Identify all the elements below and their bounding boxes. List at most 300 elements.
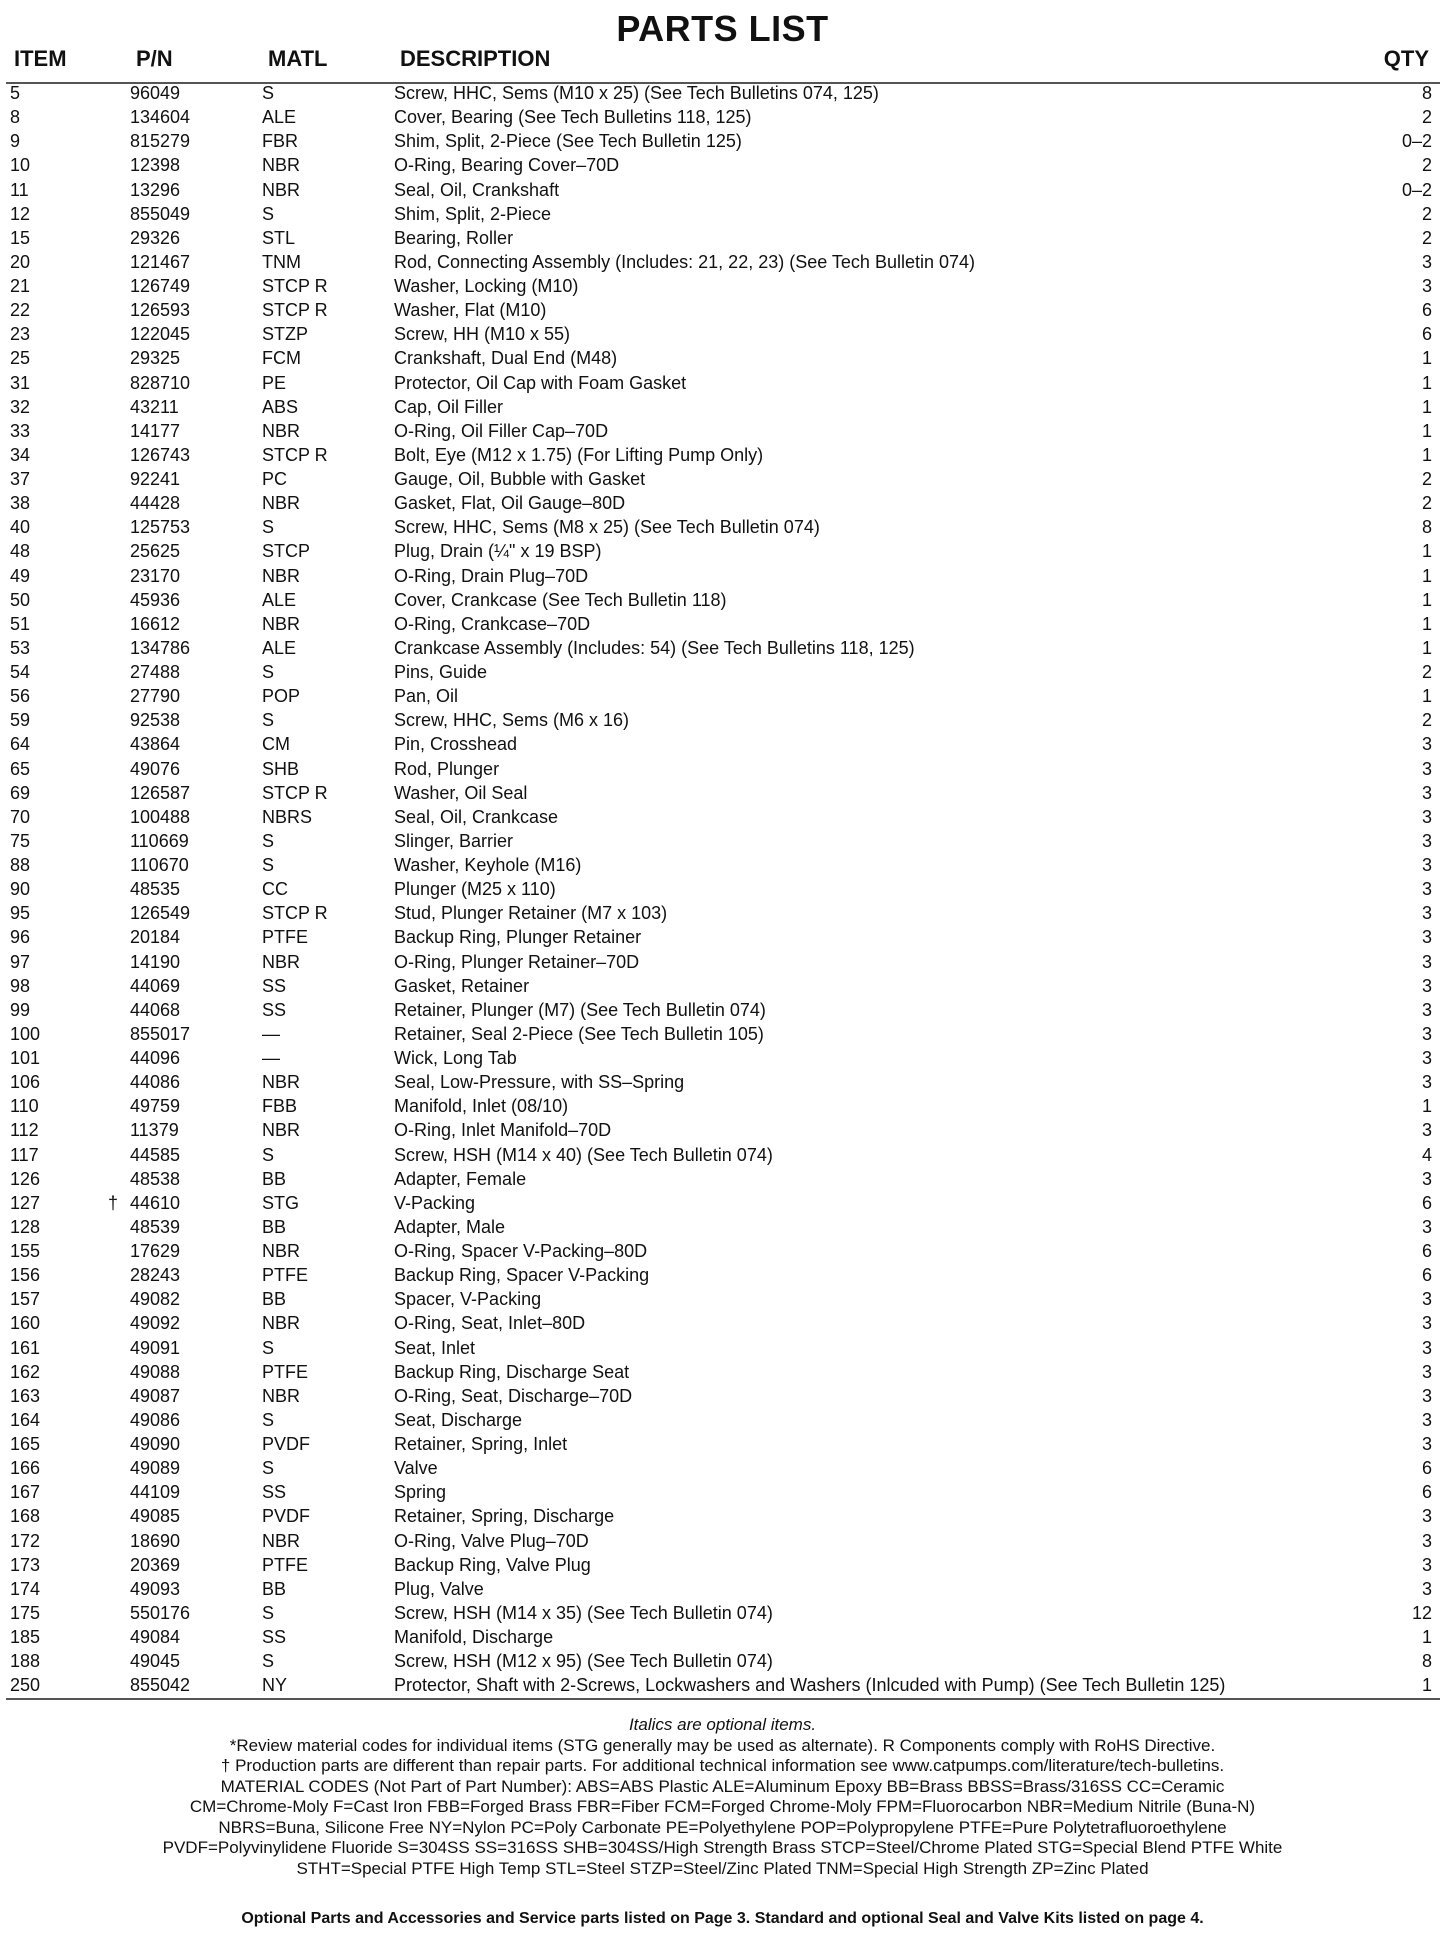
- table-row: [6, 613, 1440, 637]
- part-number-cell: 48535: [130, 879, 181, 900]
- material-cell: PTFE: [262, 927, 309, 948]
- qty-cell: 0–2: [1401, 131, 1432, 152]
- qty-cell: 1: [1421, 686, 1432, 707]
- item-cell: 163: [10, 1385, 41, 1406]
- item-cell: 40: [10, 517, 31, 538]
- description-cell: O-Ring, Drain Plug–70D: [394, 565, 589, 586]
- qty-cell: 3: [1421, 734, 1432, 755]
- item-cell: 126: [10, 1168, 41, 1189]
- item-cell: 157: [10, 1289, 41, 1310]
- material-cell: NBR: [262, 951, 301, 972]
- table-row: [6, 1530, 1440, 1554]
- item-cell: 172: [10, 1530, 41, 1551]
- material-cell: S: [262, 1458, 275, 1479]
- qty-cell: 4: [1421, 1144, 1432, 1165]
- material-codes-line-3: NBRS=Buna, Silicone Free NY=Nylon PC=Poly Carbonate PE=Polyethylene POP=Polypropylene PTFE=Pure Polytetrafluoroethylene: [218, 1817, 1227, 1837]
- part-number-cell: 49092: [130, 1313, 181, 1334]
- part-number-cell: 44069: [130, 975, 181, 996]
- description-cell: Screw, HSH (M14 x 35) (See Tech Bulletin 074): [394, 1602, 773, 1623]
- item-cell: 175: [10, 1602, 41, 1623]
- item-cell: 15: [10, 227, 31, 248]
- item-cell: 37: [10, 469, 31, 489]
- item-cell: 53: [10, 637, 31, 658]
- part-number-cell: 44086: [130, 1072, 181, 1093]
- material-cell: SHB: [262, 758, 300, 779]
- table-row: [6, 347, 1440, 371]
- part-number-cell: 49084: [130, 1627, 181, 1647]
- header-pn: P/N: [136, 46, 173, 71]
- material-cell: —: [262, 1048, 280, 1068]
- description-cell: Valve: [394, 1458, 438, 1479]
- item-cell: 96: [10, 927, 31, 948]
- material-cell: S: [262, 855, 275, 875]
- qty-cell: 6: [1421, 1241, 1432, 1261]
- description-cell: Washer, Locking (M10): [394, 276, 579, 296]
- qty-cell: 8: [1421, 1651, 1432, 1672]
- table-row: [6, 82, 1440, 106]
- description-cell: Plug, Drain (¼" x 19 BSP): [394, 541, 602, 562]
- material-cell: STG: [262, 1192, 300, 1213]
- material-cell: S: [262, 83, 275, 103]
- material-codes-line-2: CM=Chrome-Moly F=Cast Iron FBB=Forged Brass FBR=Fiber FCM=Forged Chrome-Moly FPM=Fluorocarbon NBR=Medium Nitrile (Buna-N): [189, 1797, 1256, 1816]
- qty-cell: 3: [1421, 1361, 1432, 1382]
- part-number-cell: 49090: [130, 1434, 181, 1454]
- material-cell: SS: [262, 975, 287, 996]
- item-cell: 98: [10, 975, 31, 996]
- description-cell: Shim, Split, 2-Piece: [394, 203, 552, 224]
- part-number-cell: 134604: [130, 107, 191, 128]
- part-number-cell: 92538: [130, 710, 181, 731]
- material-cell: NBR: [262, 179, 301, 200]
- material-cell: PC: [262, 469, 288, 489]
- part-number-cell: 48538: [130, 1168, 181, 1189]
- part-number-cell: 550176: [130, 1602, 191, 1623]
- table-row: [6, 951, 1440, 975]
- qty-cell: 3: [1421, 1168, 1432, 1189]
- qty-cell: 1: [1421, 1096, 1432, 1117]
- qty-cell: 2: [1421, 493, 1432, 514]
- table-row: [6, 275, 1440, 299]
- item-cell: 50: [10, 589, 31, 610]
- part-number-cell: 49082: [130, 1289, 181, 1310]
- qty-cell: 1: [1421, 348, 1432, 369]
- item-cell: 34: [10, 444, 31, 465]
- part-number-cell: 44109: [130, 1482, 181, 1503]
- qty-cell: 3: [1421, 1216, 1432, 1237]
- table-row: [6, 589, 1440, 613]
- description-cell: O-Ring, Valve Plug–70D: [394, 1530, 589, 1551]
- table-row: [6, 709, 1440, 733]
- qty-cell: 1: [1421, 396, 1432, 417]
- part-number-cell: 49089: [130, 1458, 181, 1479]
- item-cell: 88: [10, 855, 31, 875]
- item-cell: 22: [10, 300, 31, 321]
- material-cell: STCP R: [262, 903, 328, 924]
- part-number-cell: 27488: [130, 662, 181, 682]
- table-row: [6, 396, 1440, 420]
- qty-cell: 3: [1421, 1554, 1432, 1575]
- description-cell: V-Packing: [394, 1192, 476, 1213]
- description-cell: Washer, Keyhole (M16): [394, 855, 582, 875]
- qty-cell: 2: [1421, 155, 1432, 176]
- material-cell: NBR: [262, 1072, 301, 1093]
- header-matl: MATL: [268, 46, 328, 71]
- part-number-cell: 16612: [130, 613, 181, 634]
- material-cell: PTFE: [262, 1554, 309, 1575]
- part-number-cell: 12398: [130, 155, 181, 176]
- table-row: [6, 1047, 1440, 1071]
- table-row: [6, 1144, 1440, 1168]
- table-row: [6, 179, 1440, 203]
- material-cell: NBR: [262, 420, 301, 441]
- material-cell: S: [262, 1409, 275, 1430]
- table-row: [6, 468, 1440, 492]
- item-cell: 31: [10, 372, 31, 393]
- material-cell: PVDF: [262, 1506, 311, 1527]
- item-cell: 33: [10, 420, 31, 441]
- description-cell: Gasket, Flat, Oil Gauge–80D: [394, 493, 626, 514]
- qty-cell: 3: [1421, 855, 1432, 875]
- part-number-cell: 43864: [130, 734, 181, 755]
- item-cell: 10: [10, 155, 31, 176]
- description-cell: Shim, Split, 2-Piece (See Tech Bulletin 125): [394, 131, 742, 152]
- table-row: [6, 685, 1440, 709]
- item-cell: 106: [10, 1072, 41, 1093]
- description-cell: Manifold, Discharge: [394, 1627, 554, 1647]
- table-row: [6, 299, 1440, 323]
- material-cell: STCP: [262, 541, 311, 562]
- item-cell: 48: [10, 541, 31, 562]
- table-row: [6, 444, 1440, 468]
- table-row: [6, 806, 1440, 830]
- table-row: [6, 1457, 1440, 1481]
- header-description: DESCRIPTION: [400, 46, 551, 71]
- item-cell: 166: [10, 1458, 41, 1479]
- qty-cell: 2: [1421, 469, 1432, 489]
- item-cell: 70: [10, 806, 31, 827]
- part-number-cell: 134786: [130, 637, 191, 658]
- description-cell: Bolt, Eye (M12 x 1.75) (For Lifting Pump Only): [394, 444, 764, 465]
- qty-cell: 3: [1421, 1409, 1432, 1430]
- description-cell: Crankcase Assembly (Includes: 54) (See Tech Bulletins 118, 125): [394, 637, 915, 658]
- part-number-cell: 27790: [130, 686, 181, 707]
- qty-cell: 1: [1421, 372, 1432, 393]
- header-qty: QTY: [1383, 46, 1429, 71]
- part-number-cell: 126587: [130, 782, 191, 803]
- description-cell: Pin, Crosshead: [394, 734, 518, 755]
- material-cell: STCP R: [262, 300, 328, 321]
- part-number-cell: 20369: [130, 1554, 181, 1575]
- material-cell: BB: [262, 1578, 287, 1599]
- item-cell: 173: [10, 1554, 41, 1575]
- table-row: [6, 1409, 1440, 1433]
- part-number-cell: 25625: [130, 541, 181, 562]
- description-cell: Washer, Flat (M10): [394, 300, 547, 321]
- qty-cell: 8: [1421, 83, 1432, 103]
- table-row: [6, 1674, 1440, 1698]
- table-row: [6, 1216, 1440, 1240]
- description-cell: Retainer, Seal 2-Piece (See Tech Bulletin 105): [394, 1023, 764, 1044]
- qty-cell: 3: [1421, 1337, 1432, 1358]
- description-cell: O-Ring, Crankcase–70D: [394, 613, 591, 634]
- part-number-cell: 44096: [130, 1048, 181, 1068]
- qty-cell: 2: [1421, 662, 1432, 682]
- material-cell: S: [262, 1651, 275, 1672]
- qty-cell: 1: [1421, 420, 1432, 441]
- description-cell: Backup Ring, Valve Plug: [394, 1554, 591, 1575]
- qty-cell: 3: [1421, 903, 1432, 924]
- item-cell: 38: [10, 493, 31, 514]
- description-cell: Wick, Long Tab: [394, 1048, 517, 1068]
- table-row: [6, 372, 1440, 396]
- item-cell: 100: [10, 1023, 41, 1044]
- qty-cell: 2: [1421, 203, 1432, 224]
- material-cell: NBR: [262, 1241, 301, 1261]
- table-row: [6, 1602, 1440, 1626]
- table-row: [6, 1481, 1440, 1505]
- note-production-parts: † Production parts are different than repair parts. For additional technical information see www.catpumps.com/literature/tech-bulletins.: [220, 1756, 1225, 1775]
- description-cell: Screw, HSH (M12 x 95) (See Tech Bulletin 074): [394, 1651, 773, 1672]
- material-cell: ALE: [262, 637, 297, 658]
- table-row: [6, 1626, 1440, 1650]
- material-cell: S: [262, 662, 275, 682]
- italics-note: Italics are optional items.: [628, 1715, 817, 1734]
- table-row: [6, 1578, 1440, 1602]
- qty-cell: 3: [1421, 927, 1432, 948]
- table-row: [6, 758, 1440, 782]
- item-cell: 164: [10, 1409, 41, 1430]
- description-cell: Backup Ring, Discharge Seat: [394, 1361, 630, 1382]
- description-cell: Seal, Oil, Crankshaft: [394, 179, 560, 200]
- part-number-cell: 43211: [130, 396, 179, 417]
- part-number-cell: 48539: [130, 1216, 181, 1237]
- material-cell: TNM: [262, 251, 301, 272]
- item-cell: 112: [10, 1120, 39, 1141]
- table-bottom-rule: [6, 1698, 1440, 1700]
- part-number-cell: 14177: [130, 420, 181, 441]
- item-cell: 162: [10, 1361, 41, 1382]
- qty-cell: 3: [1421, 879, 1432, 900]
- table-row: [6, 1554, 1440, 1578]
- table-row: [6, 251, 1440, 275]
- description-cell: Spacer, V-Packing: [394, 1289, 542, 1310]
- description-cell: Rod, Plunger: [394, 758, 500, 779]
- description-cell: Screw, HSH (M14 x 40) (See Tech Bulletin 074): [394, 1144, 773, 1165]
- material-cell: PVDF: [262, 1434, 311, 1454]
- description-cell: O-Ring, Seat, Inlet–80D: [394, 1313, 586, 1334]
- description-cell: Screw, HHC, Sems (M10 x 25) (See Tech Bulletins 074, 125): [394, 83, 879, 103]
- qty-cell: 3: [1421, 1530, 1432, 1551]
- material-cell: BB: [262, 1289, 287, 1310]
- material-cell: NBR: [262, 155, 301, 176]
- part-number-cell: 20184: [130, 927, 181, 948]
- part-number-cell: 49093: [130, 1578, 181, 1599]
- qty-cell: 3: [1421, 758, 1432, 779]
- description-cell: Spring: [394, 1482, 447, 1503]
- part-number-cell: 44585: [130, 1144, 181, 1165]
- material-cell: PTFE: [262, 1361, 309, 1382]
- qty-cell: 6: [1421, 300, 1432, 321]
- footer-note: Optional Parts and Accessories and Service parts listed on Page 3. Standard and optional Seal and Valve Kits listed on page 4.: [241, 1910, 1204, 1927]
- qty-cell: 3: [1421, 1434, 1432, 1454]
- table-row: [6, 492, 1440, 516]
- qty-cell: 3: [1421, 251, 1432, 272]
- part-number-cell: 96049: [130, 83, 181, 103]
- item-cell: 117: [10, 1144, 39, 1165]
- part-number-cell: 92241: [130, 469, 181, 489]
- part-number-cell: 100488: [130, 806, 191, 827]
- material-codes-line-1: MATERIAL CODES (Not Part of Part Number): ABS=ABS Plastic ALE=Aluminum Epoxy BB=Brass BBSS=Brass/316SS CC=Ceramic: [220, 1776, 1225, 1796]
- description-cell: Gauge, Oil, Bubble with Gasket: [394, 469, 646, 489]
- qty-cell: 1: [1421, 444, 1432, 465]
- table-row: [6, 516, 1440, 540]
- table-row: [6, 975, 1440, 999]
- material-cell: STZP: [262, 324, 309, 345]
- part-number-cell: 49086: [130, 1409, 181, 1430]
- part-number-cell: 855042: [130, 1675, 191, 1696]
- item-cell: 95: [10, 903, 31, 924]
- description-cell: O-Ring, Oil Filler Cap–70D: [394, 420, 609, 441]
- item-cell: 128: [10, 1216, 41, 1237]
- material-cell: NBRS: [262, 806, 313, 827]
- item-cell: 101: [10, 1048, 41, 1068]
- item-cell: 9: [10, 131, 21, 152]
- material-cell: STL: [262, 227, 296, 248]
- material-cell: NBR: [262, 1313, 301, 1334]
- item-cell: 90: [10, 879, 31, 900]
- description-cell: Stud, Plunger Retainer (M7 x 103): [394, 903, 668, 924]
- dagger-mark: †: [108, 1192, 119, 1213]
- description-cell: Seat, Inlet: [394, 1337, 476, 1358]
- description-cell: O-Ring, Inlet Manifold–70D: [394, 1120, 612, 1141]
- qty-cell: 1: [1421, 1627, 1432, 1647]
- material-cell: BB: [262, 1168, 287, 1189]
- table-row: [6, 1312, 1440, 1336]
- table-row: [6, 1192, 1440, 1216]
- material-cell: S: [262, 830, 275, 851]
- material-cell: ALE: [262, 589, 297, 610]
- qty-cell: 3: [1421, 1048, 1432, 1068]
- qty-cell: 3: [1421, 951, 1432, 972]
- material-cell: NBR: [262, 565, 301, 586]
- qty-cell: 2: [1421, 107, 1432, 128]
- table-row: [6, 637, 1440, 661]
- table-row: [6, 999, 1440, 1023]
- description-cell: Seal, Low-Pressure, with SS–Spring: [394, 1072, 685, 1093]
- material-cell: —: [262, 1023, 280, 1044]
- material-cell: POP: [262, 686, 301, 707]
- description-cell: Plug, Valve: [394, 1578, 484, 1599]
- qty-cell: 3: [1421, 1313, 1432, 1334]
- item-cell: 97: [10, 951, 31, 972]
- part-number-cell: 49088: [130, 1361, 181, 1382]
- qty-cell: 12: [1411, 1602, 1432, 1623]
- material-cell: FBR: [262, 131, 298, 152]
- part-number-cell: 815279: [130, 131, 191, 152]
- table-row: [6, 782, 1440, 806]
- table-row: [6, 733, 1440, 757]
- material-cell: NBR: [262, 613, 301, 634]
- part-number-cell: 121467: [130, 251, 191, 272]
- material-cell: PTFE: [262, 1265, 309, 1286]
- item-cell: 174: [10, 1578, 41, 1599]
- item-cell: 64: [10, 734, 31, 755]
- description-cell: O-Ring, Spacer V-Packing–80D: [394, 1241, 648, 1261]
- item-cell: 188: [10, 1651, 41, 1672]
- material-cell: S: [262, 1337, 275, 1358]
- part-number-cell: 29325: [130, 348, 181, 369]
- table-row: [6, 420, 1440, 444]
- item-cell: 167: [10, 1482, 41, 1503]
- part-number-cell: 29326: [130, 227, 181, 248]
- part-number-cell: 126593: [130, 300, 191, 321]
- qty-cell: 3: [1421, 1578, 1432, 1599]
- description-cell: Seal, Oil, Crankcase: [394, 806, 559, 827]
- qty-cell: 1: [1421, 1675, 1432, 1696]
- material-cell: CC: [262, 879, 288, 900]
- table-row: [6, 661, 1440, 685]
- qty-cell: 1: [1421, 565, 1432, 586]
- description-cell: Retainer, Plunger (M7) (See Tech Bulletin 074): [394, 999, 766, 1020]
- material-cell: ALE: [262, 107, 297, 128]
- description-cell: Backup Ring, Plunger Retainer: [394, 927, 642, 948]
- material-cell: S: [262, 203, 275, 224]
- qty-cell: 3: [1421, 830, 1432, 851]
- material-cell: NY: [262, 1675, 288, 1696]
- qty-cell: 0–2: [1401, 179, 1432, 200]
- table-row: [6, 878, 1440, 902]
- material-cell: S: [262, 710, 275, 731]
- qty-cell: 6: [1421, 1265, 1432, 1286]
- parts-table: [6, 82, 1440, 1698]
- material-cell: SS: [262, 999, 287, 1020]
- material-cell: SS: [262, 1482, 287, 1503]
- part-number-cell: 17629: [130, 1241, 181, 1261]
- qty-cell: 3: [1421, 276, 1432, 296]
- part-number-cell: 49085: [130, 1506, 181, 1527]
- part-number-cell: 855017: [130, 1023, 191, 1044]
- qty-cell: 3: [1421, 1023, 1432, 1044]
- part-number-cell: 125753: [130, 517, 191, 538]
- description-cell: Cover, Crankcase (See Tech Bulletin 118): [394, 589, 727, 610]
- qty-cell: 6: [1421, 1458, 1432, 1479]
- qty-cell: 3: [1421, 806, 1432, 827]
- table-row: [6, 1505, 1440, 1529]
- description-cell: Screw, HHC, Sems (M6 x 16): [394, 710, 630, 731]
- item-cell: 5: [10, 83, 21, 103]
- page-title: PARTS LIST: [616, 8, 829, 49]
- part-number-cell: 126549: [130, 903, 191, 924]
- item-cell: 168: [10, 1506, 41, 1527]
- part-number-cell: 126749: [130, 276, 191, 296]
- table-row: [6, 1361, 1440, 1385]
- qty-cell: 2: [1421, 227, 1432, 248]
- table-row: [6, 227, 1440, 251]
- item-cell: 32: [10, 396, 31, 417]
- part-number-cell: 122045: [130, 324, 191, 345]
- description-cell: Adapter, Male: [394, 1216, 506, 1237]
- material-cell: NBR: [262, 1385, 301, 1406]
- description-cell: Washer, Oil Seal: [394, 782, 528, 803]
- material-codes-line-5: STHT=Special PTFE High Temp STL=Steel STZP=Steel/Zinc Plated TNM=Special High Strength ZP=Zinc Plated: [296, 1858, 1149, 1878]
- qty-cell: 3: [1421, 975, 1432, 996]
- qty-cell: 3: [1421, 782, 1432, 803]
- qty-cell: 3: [1421, 1385, 1432, 1406]
- item-cell: 54: [10, 662, 31, 682]
- description-cell: Pins, Guide: [394, 662, 488, 682]
- material-cell: S: [262, 517, 275, 538]
- note-review-materials: *Review material codes for individual items (STG generally may be used as alternate). R Components comply with RoHS Directive.: [229, 1735, 1216, 1755]
